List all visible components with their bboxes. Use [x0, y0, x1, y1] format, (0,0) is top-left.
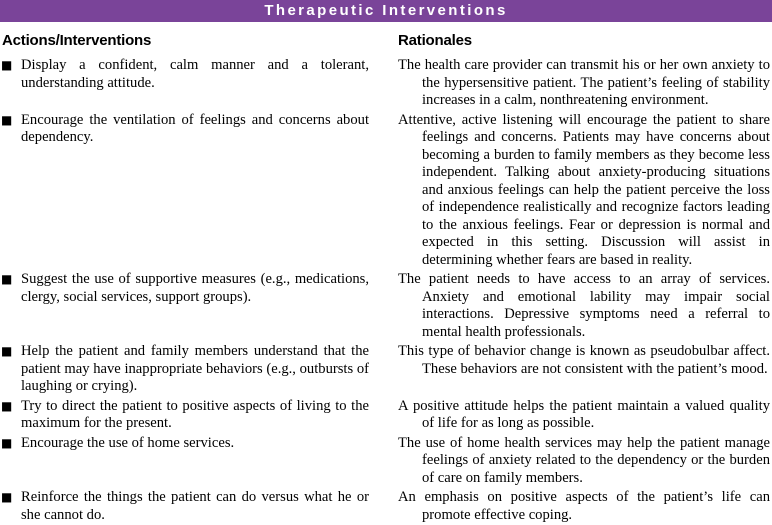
- rationale-text: A positive attitude helps the patient maintain a valued quality of life for as long as possible.: [398, 397, 770, 431]
- table-rows: [0, 57, 772, 524]
- bullet-square-icon: ■: [1, 58, 13, 72]
- action-text: Encourage the use of home services.: [21, 434, 235, 451]
- action-cell: [0, 57, 398, 110]
- table-row: [0, 489, 772, 524]
- rationale-text: The health care provider can transmit his or her own anxiety to the hypersensitive patient. The patient’s feeling of stability increases in a calm, nonthreatening environment.: [398, 57, 770, 108]
- bullet-square-icon: ■: [1, 344, 13, 358]
- rationale-text: The use of home health services may help the patient manage feelings of anxiety related to the dependency or the burden of care on family members.: [398, 434, 770, 486]
- table-row: [0, 435, 772, 488]
- table-row: [0, 398, 772, 433]
- rationale-cell: [398, 57, 772, 110]
- action-text: Try to direct the patient to positive aspects of living to the maximum for the present.: [21, 397, 369, 431]
- action-cell: [0, 343, 398, 396]
- table-row: [0, 57, 772, 110]
- rationale-text: This type of behavior change is known as pseudobulbar affect. These behaviors are not consistent with the patient’s mood.: [398, 343, 770, 377]
- action-cell: [0, 398, 398, 433]
- rationale-cell: [398, 435, 772, 488]
- column-header-rationales: Rationales: [398, 32, 472, 49]
- action-text: Reinforce the things the patient can do versus what he or she cannot do.: [21, 489, 369, 523]
- table-row: [0, 343, 772, 396]
- action-cell: [0, 271, 398, 341]
- bullet-square-icon: ■: [1, 112, 13, 127]
- rationale-cell: [398, 489, 772, 524]
- bullet-square-icon: ■: [1, 435, 13, 450]
- action-text: Display a confident, calm manner and a tolerant, understanding attitude.: [21, 57, 369, 91]
- rationale-text: Attentive, active listening will encourage the patient to share feelings and concerns. Patients may have concerns about becoming a burden to family members as they become less independent. Talking about anxiety-producing situations and anxious feelings can help the patient perceive the loss of independence realistically and recognize factors leading to the anxious feelings. Fear or depression is normal and expected in this setting. Discussion will assist in determining whether fears are based in reality.: [398, 111, 770, 268]
- rationale-cell: [398, 398, 772, 433]
- table-title-banner: [0, 0, 772, 22]
- action-cell: [0, 435, 398, 488]
- rationale-text: An emphasis on positive aspects of the patient’s life can promote effective coping.: [398, 489, 770, 523]
- action-text: Help the patient and family members understand that the patient may have inappropriate behaviors (e.g., outbursts of laughing or crying).: [21, 343, 369, 394]
- action-text: Suggest the use of supportive measures (e.g., medications, clergy, social services, support groups).: [21, 271, 369, 305]
- column-headers: [0, 22, 772, 57]
- rationale-text: The patient needs to have access to an array of services. Anxiety and emotional lability may impair social interactions. Depressive symptoms need a referral to mental health professionals.: [398, 271, 770, 340]
- action-cell: [0, 112, 398, 270]
- rationale-cell: [398, 112, 772, 270]
- bullet-square-icon: ■: [1, 490, 13, 504]
- table-row: [0, 271, 772, 341]
- bullet-square-icon: ■: [1, 272, 13, 286]
- action-text: Encourage the ventilation of feelings and concerns about dependency.: [21, 111, 369, 145]
- rationale-cell: [398, 343, 772, 396]
- rationale-cell: [398, 271, 772, 341]
- action-cell: [0, 489, 398, 524]
- table-title: Therapeutic Interventions: [264, 2, 508, 19]
- table-row: [0, 112, 772, 270]
- bullet-square-icon: ■: [1, 398, 13, 413]
- column-header-actions: Actions/Interventions: [2, 32, 152, 49]
